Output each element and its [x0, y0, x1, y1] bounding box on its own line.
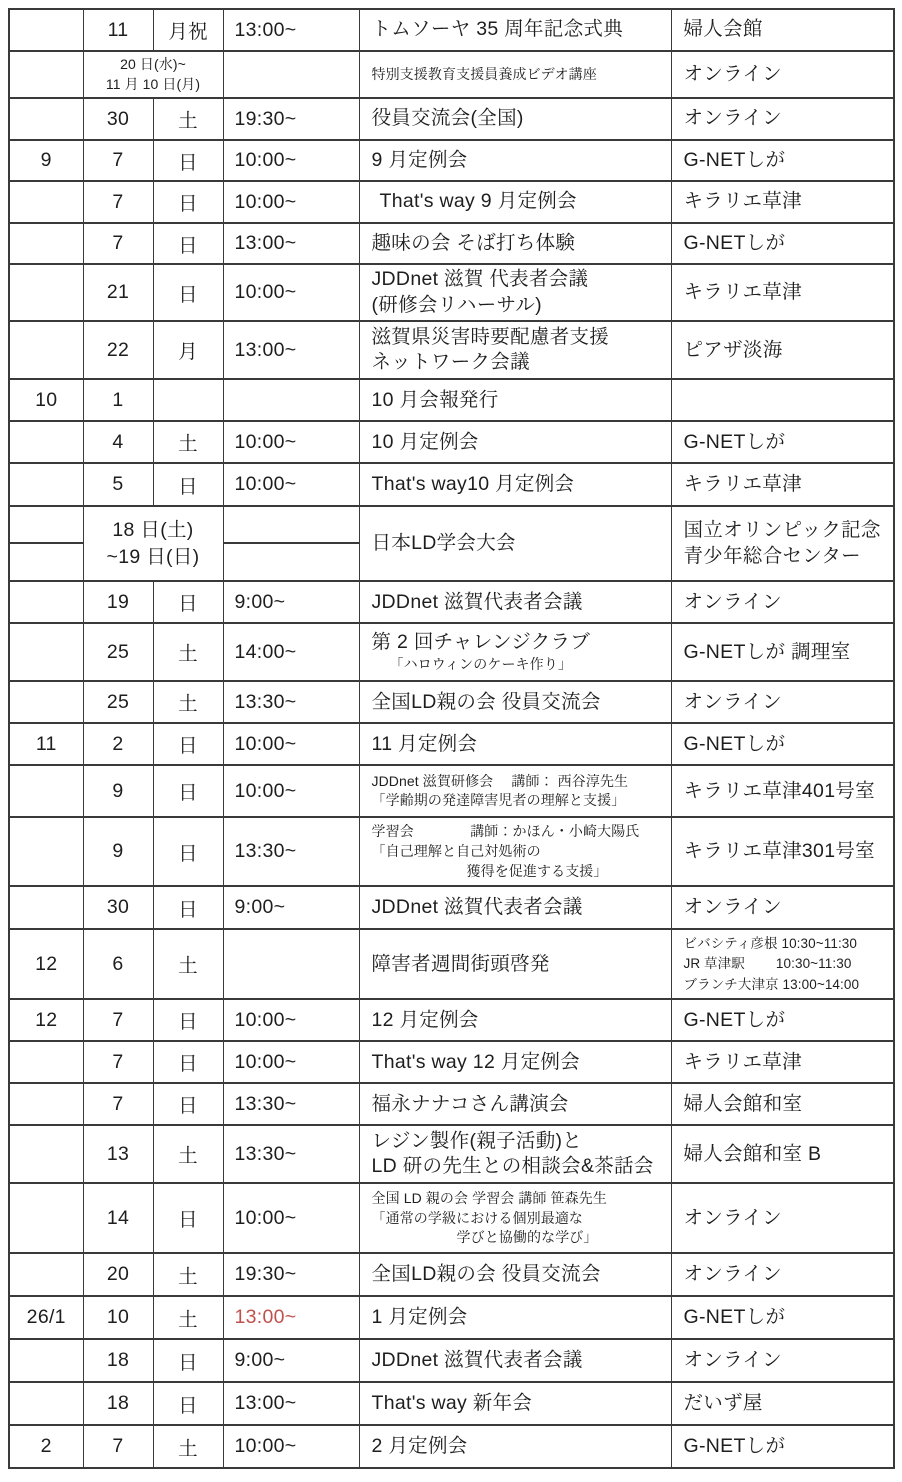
cell-dow: 日	[153, 765, 223, 817]
cell-event	[359, 1296, 671, 1339]
cell-line: 滋賀県災害時要配慮者支援	[371, 325, 610, 348]
cell-location	[671, 9, 894, 51]
cell-location	[671, 999, 894, 1041]
cell-time	[223, 543, 359, 581]
cell-time: 13:00~	[223, 321, 359, 379]
cell-event	[359, 264, 671, 321]
cell-line: 障害者週間街頭啓発	[371, 952, 550, 975]
cell-line: JDDnet 滋賀代表者会議	[371, 590, 583, 613]
cell-line: オンライン	[683, 690, 782, 713]
cell-month: 2	[9, 1425, 83, 1468]
cell-event	[359, 223, 671, 264]
cell-dow: 土	[153, 1125, 223, 1183]
cell-line: 趣味の会 そば打ち体験	[371, 231, 576, 254]
cell-event	[359, 723, 671, 765]
cell-line: 「学齢期の発達障害児者の理解と支援」	[371, 792, 626, 809]
cell-event	[359, 463, 671, 506]
table-row	[9, 321, 894, 379]
cell-line: That's way 新年会	[371, 1392, 533, 1415]
cell-month	[9, 1183, 83, 1253]
cell-line: ブランチ大津京 13:00~14:00	[683, 976, 860, 992]
cell-location	[671, 1041, 894, 1083]
table-row	[9, 421, 894, 463]
cell-month	[9, 543, 83, 581]
cell-time: 13:30~	[223, 681, 359, 723]
cell-day: 7	[83, 1083, 153, 1125]
table-row	[9, 1382, 894, 1425]
cell-event	[359, 581, 671, 623]
cell-month	[9, 581, 83, 623]
cell-line: 青少年総合センター	[683, 544, 861, 567]
cell-line: オンライン	[683, 62, 782, 85]
cell-month	[9, 623, 83, 681]
cell-day-range	[83, 506, 223, 581]
cell-dow	[153, 379, 223, 421]
cell-day: 7	[83, 223, 153, 264]
cell-line: 20 日(水)~	[120, 55, 186, 72]
table-row	[9, 506, 894, 543]
cell-time: 13:30~	[223, 817, 359, 886]
cell-line: 日本LD学会大会	[371, 532, 516, 555]
cell-line: トムソーヤ 35 周年記念式典	[371, 18, 624, 41]
cell-time: 10:00~	[223, 765, 359, 817]
cell-month	[9, 1041, 83, 1083]
cell-day: 13	[83, 1125, 153, 1183]
cell-line: ピアザ淡海	[683, 338, 783, 361]
cell-line: 役員交流会(全国)	[371, 107, 524, 130]
cell-location	[671, 1253, 894, 1296]
cell-day: 5	[83, 463, 153, 506]
cell-line: オンライン	[683, 1206, 782, 1229]
table-row	[9, 723, 894, 765]
cell-time: 9:00~	[223, 886, 359, 929]
cell-line: キラリエ草津401号室	[683, 779, 875, 802]
cell-month	[9, 9, 83, 51]
cell-time	[223, 51, 359, 98]
cell-day: 10	[83, 1296, 153, 1339]
cell-line: G-NETしが 調理室	[683, 640, 851, 663]
cell-dow: 日	[153, 999, 223, 1041]
cell-event	[359, 1041, 671, 1083]
cell-month	[9, 506, 83, 543]
cell-month	[9, 886, 83, 929]
cell-day-range	[83, 51, 223, 98]
cell-line: 特別支援教育支援員養成ビデオ講座	[371, 65, 597, 82]
cell-line: 10 月会報発行	[371, 388, 499, 411]
cell-month	[9, 1253, 83, 1296]
cell-dow: 日	[153, 581, 223, 623]
table-row	[9, 581, 894, 623]
cell-line: 全国 LD 親の会 学習会 講師 笹森先生	[371, 1189, 607, 1206]
cell-line: 9 月定例会	[371, 148, 468, 171]
cell-day: 7	[83, 1425, 153, 1468]
cell-location	[671, 1296, 894, 1339]
cell-location	[671, 463, 894, 506]
table-row	[9, 51, 894, 98]
cell-month: 26/1	[9, 1296, 83, 1339]
cell-day: 18	[83, 1339, 153, 1382]
table-row	[9, 1339, 894, 1382]
cell-event	[359, 1382, 671, 1425]
cell-month	[9, 223, 83, 264]
cell-time: 10:00~	[223, 1183, 359, 1253]
cell-dow: 土	[153, 623, 223, 681]
cell-location	[671, 1339, 894, 1382]
cell-event	[359, 321, 671, 379]
cell-dow: 土	[153, 421, 223, 463]
cell-line: オンライン	[683, 590, 782, 613]
cell-month	[9, 1125, 83, 1183]
table-row	[9, 379, 894, 421]
cell-day: 7	[83, 140, 153, 181]
table-row	[9, 140, 894, 181]
cell-line: G-NETしが	[683, 732, 786, 755]
cell-dow: 日	[153, 1183, 223, 1253]
cell-location	[671, 723, 894, 765]
cell-line: オンライン	[683, 107, 782, 130]
cell-day: 18	[83, 1382, 153, 1425]
table-row	[9, 98, 894, 140]
table-row	[9, 886, 894, 929]
cell-event	[359, 817, 671, 886]
cell-line: キラリエ草津301号室	[683, 840, 875, 863]
cell-time: 10:00~	[223, 999, 359, 1041]
cell-time: 13:00~	[223, 1382, 359, 1425]
cell-time: 10:00~	[223, 181, 359, 223]
cell-event	[359, 506, 671, 581]
cell-day: 1	[83, 379, 153, 421]
cell-line: (研修会リハーサル)	[371, 293, 542, 316]
cell-dow: 日	[153, 264, 223, 321]
cell-day: 19	[83, 581, 153, 623]
table-row	[9, 1183, 894, 1253]
cell-day: 7	[83, 999, 153, 1041]
cell-dow: 日	[153, 817, 223, 886]
cell-location	[671, 98, 894, 140]
cell-line: 「自己理解と自己対処術の	[371, 843, 541, 860]
cell-line: That's way 9 月定例会	[379, 190, 577, 213]
cell-line: JDDnet 滋賀代表者会議	[371, 896, 583, 919]
cell-month	[9, 1339, 83, 1382]
cell-line: JDDnet 滋賀代表者会議	[371, 1349, 583, 1372]
cell-dow: 日	[153, 886, 223, 929]
cell-event	[359, 140, 671, 181]
table-row	[9, 1041, 894, 1083]
cell-time: 14:00~	[223, 623, 359, 681]
cell-event	[359, 9, 671, 51]
cell-event	[359, 765, 671, 817]
cell-location	[671, 817, 894, 886]
cell-line: JR 草津駅 10:30~11:30	[683, 956, 852, 972]
cell-event	[359, 1339, 671, 1382]
cell-dow: 日	[153, 1382, 223, 1425]
cell-month	[9, 321, 83, 379]
cell-location	[671, 765, 894, 817]
cell-dow: 日	[153, 181, 223, 223]
cell-line: 婦人会館和室	[683, 1092, 803, 1115]
cell-location	[671, 379, 894, 421]
cell-line: 福永ナナコさん講演会	[371, 1092, 569, 1115]
table-row	[9, 463, 894, 506]
schedule-table-body	[9, 9, 894, 1468]
cell-time: 10:00~	[223, 140, 359, 181]
cell-line: 学びと協働的な学び」	[456, 1229, 598, 1246]
cell-event	[359, 1125, 671, 1183]
cell-line: 11 月 10 日(月)	[105, 75, 201, 92]
cell-time: 9:00~	[223, 581, 359, 623]
cell-line: LD 研の先生との相談会&茶話会	[371, 1155, 654, 1178]
cell-month	[9, 681, 83, 723]
cell-event	[359, 1425, 671, 1468]
cell-line: 婦人会館和室 B	[683, 1142, 822, 1165]
table-row	[9, 1125, 894, 1183]
cell-event	[359, 379, 671, 421]
cell-day: 14	[83, 1183, 153, 1253]
cell-month: 12	[9, 999, 83, 1041]
cell-location	[671, 581, 894, 623]
table-row	[9, 817, 894, 886]
cell-month	[9, 98, 83, 140]
table-row	[9, 223, 894, 264]
cell-line: G-NETしが	[683, 430, 786, 453]
cell-event	[359, 1083, 671, 1125]
cell-line: That's way10 月定例会	[371, 473, 575, 496]
cell-location	[671, 506, 894, 581]
cell-location	[671, 264, 894, 321]
cell-line: 11 月定例会	[371, 732, 478, 755]
cell-event	[359, 421, 671, 463]
cell-line: キラリエ草津	[683, 190, 802, 213]
cell-dow: 日	[153, 723, 223, 765]
cell-line: レジン製作(親子活動)と	[371, 1129, 583, 1152]
table-row	[9, 929, 894, 999]
cell-month	[9, 817, 83, 886]
table-row	[9, 1425, 894, 1468]
cell-dow: 土	[153, 1425, 223, 1468]
cell-line: だいず屋	[683, 1392, 763, 1415]
cell-dow: 月祝	[153, 9, 223, 51]
cell-line: G-NETしが	[683, 1008, 786, 1031]
cell-location	[671, 421, 894, 463]
cell-location	[671, 1183, 894, 1253]
cell-month	[9, 765, 83, 817]
cell-line: 「通常の学級における個別最適な	[371, 1209, 583, 1226]
cell-line: 10 月定例会	[371, 430, 479, 453]
cell-day: 30	[83, 886, 153, 929]
cell-month: 11	[9, 723, 83, 765]
cell-location	[671, 1083, 894, 1125]
cell-day: 25	[83, 681, 153, 723]
cell-location	[671, 886, 894, 929]
cell-dow: 日	[153, 223, 223, 264]
cell-location	[671, 623, 894, 681]
cell-location	[671, 1125, 894, 1183]
cell-line: G-NETしが	[683, 1435, 786, 1458]
cell-location	[671, 929, 894, 999]
cell-event	[359, 623, 671, 681]
cell-day: 20	[83, 1253, 153, 1296]
cell-dow: 土	[153, 98, 223, 140]
cell-location	[671, 1382, 894, 1425]
cell-line: G-NETしが	[683, 148, 786, 171]
table-row	[9, 1253, 894, 1296]
cell-event	[359, 886, 671, 929]
cell-time: 10:00~	[223, 723, 359, 765]
cell-line: キラリエ草津	[683, 280, 802, 303]
cell-day: 11	[83, 9, 153, 51]
cell-time: 13:00~	[223, 1296, 359, 1339]
cell-time	[223, 929, 359, 999]
cell-dow: 土	[153, 1296, 223, 1339]
cell-month	[9, 51, 83, 98]
cell-day: 2	[83, 723, 153, 765]
cell-line: 12 月定例会	[371, 1008, 479, 1031]
cell-day: 7	[83, 1041, 153, 1083]
table-row	[9, 681, 894, 723]
cell-dow: 土	[153, 929, 223, 999]
cell-line: G-NETしが	[683, 231, 786, 254]
cell-day: 7	[83, 181, 153, 223]
cell-time: 19:30~	[223, 1253, 359, 1296]
cell-dow: 日	[153, 463, 223, 506]
cell-time: 10:00~	[223, 421, 359, 463]
cell-line: 全国LD親の会 役員交流会	[371, 690, 601, 713]
cell-line: キラリエ草津	[683, 473, 802, 496]
cell-event	[359, 1183, 671, 1253]
cell-day: 9	[83, 765, 153, 817]
cell-month	[9, 463, 83, 506]
cell-event	[359, 51, 671, 98]
cell-time: 13:00~	[223, 9, 359, 51]
schedule-table	[8, 8, 895, 1469]
cell-location	[671, 51, 894, 98]
cell-dow: 日	[153, 1083, 223, 1125]
table-row	[9, 999, 894, 1041]
cell-location	[671, 140, 894, 181]
cell-time: 10:00~	[223, 1041, 359, 1083]
cell-time: 13:30~	[223, 1083, 359, 1125]
cell-dow: 月	[153, 321, 223, 379]
cell-event	[359, 181, 671, 223]
cell-month	[9, 264, 83, 321]
cell-month	[9, 1083, 83, 1125]
cell-time: 19:30~	[223, 98, 359, 140]
cell-line: ネットワーク会議	[371, 351, 530, 374]
cell-day: 22	[83, 321, 153, 379]
cell-day: 4	[83, 421, 153, 463]
cell-line: 第 2 回チャレンジクラブ	[371, 630, 591, 653]
cell-line: That's way 12 月定例会	[371, 1050, 581, 1073]
cell-event	[359, 929, 671, 999]
cell-line: 1 月定例会	[371, 1306, 468, 1329]
cell-line: 全国LD親の会 役員交流会	[371, 1263, 601, 1286]
table-row	[9, 1083, 894, 1125]
cell-month	[9, 1382, 83, 1425]
cell-time	[223, 379, 359, 421]
table-row	[9, 181, 894, 223]
cell-location	[671, 181, 894, 223]
table-row	[9, 765, 894, 817]
cell-line: ビバシティ彦根 10:30~11:30	[683, 936, 858, 952]
cell-month: 9	[9, 140, 83, 181]
cell-dow: 日	[153, 1339, 223, 1382]
table-row	[9, 9, 894, 51]
cell-line: 婦人会館	[683, 18, 763, 41]
cell-month: 12	[9, 929, 83, 999]
cell-line: オンライン	[683, 1263, 782, 1286]
cell-line: 2 月定例会	[371, 1435, 468, 1458]
cell-line: 18 日(土)	[112, 518, 194, 541]
cell-line: キラリエ草津	[683, 1050, 802, 1073]
cell-location	[671, 1425, 894, 1468]
cell-month: 10	[9, 379, 83, 421]
cell-line: 「ハロウィンのケーキ作り」	[389, 656, 572, 673]
cell-line: オンライン	[683, 1349, 782, 1372]
table-row	[9, 1296, 894, 1339]
cell-line: JDDnet 滋賀 代表者会議	[371, 268, 589, 290]
cell-event	[359, 999, 671, 1041]
table-row	[9, 264, 894, 321]
cell-line: 獲得を促進する支援」	[466, 862, 608, 879]
cell-event	[359, 681, 671, 723]
cell-time: 10:00~	[223, 264, 359, 321]
cell-month	[9, 181, 83, 223]
cell-dow: 日	[153, 1041, 223, 1083]
cell-time: 10:00~	[223, 463, 359, 506]
cell-time: 9:00~	[223, 1339, 359, 1382]
cell-day: 6	[83, 929, 153, 999]
cell-time: 10:00~	[223, 1425, 359, 1468]
cell-day: 21	[83, 264, 153, 321]
cell-event	[359, 1253, 671, 1296]
cell-day: 30	[83, 98, 153, 140]
cell-time: 13:00~	[223, 223, 359, 264]
cell-line: G-NETしが	[683, 1306, 786, 1329]
cell-event	[359, 98, 671, 140]
cell-dow: 土	[153, 1253, 223, 1296]
cell-dow: 土	[153, 681, 223, 723]
cell-time: 13:30~	[223, 1125, 359, 1183]
cell-time	[223, 506, 359, 543]
cell-line: JDDnet 滋賀研修会 講師： 西谷淳先生	[371, 772, 629, 789]
table-row	[9, 623, 894, 681]
cell-day: 25	[83, 623, 153, 681]
cell-line: 学習会 講師：かほん・小崎大陽氏	[371, 823, 640, 840]
cell-location	[671, 223, 894, 264]
cell-line: 国立オリンピック記念	[683, 519, 881, 542]
cell-location	[671, 321, 894, 379]
cell-line: オンライン	[683, 896, 782, 919]
cell-day: 9	[83, 817, 153, 886]
cell-location	[671, 681, 894, 723]
cell-month	[9, 421, 83, 463]
cell-dow: 日	[153, 140, 223, 181]
cell-line: ~19 日(日)	[106, 545, 200, 568]
